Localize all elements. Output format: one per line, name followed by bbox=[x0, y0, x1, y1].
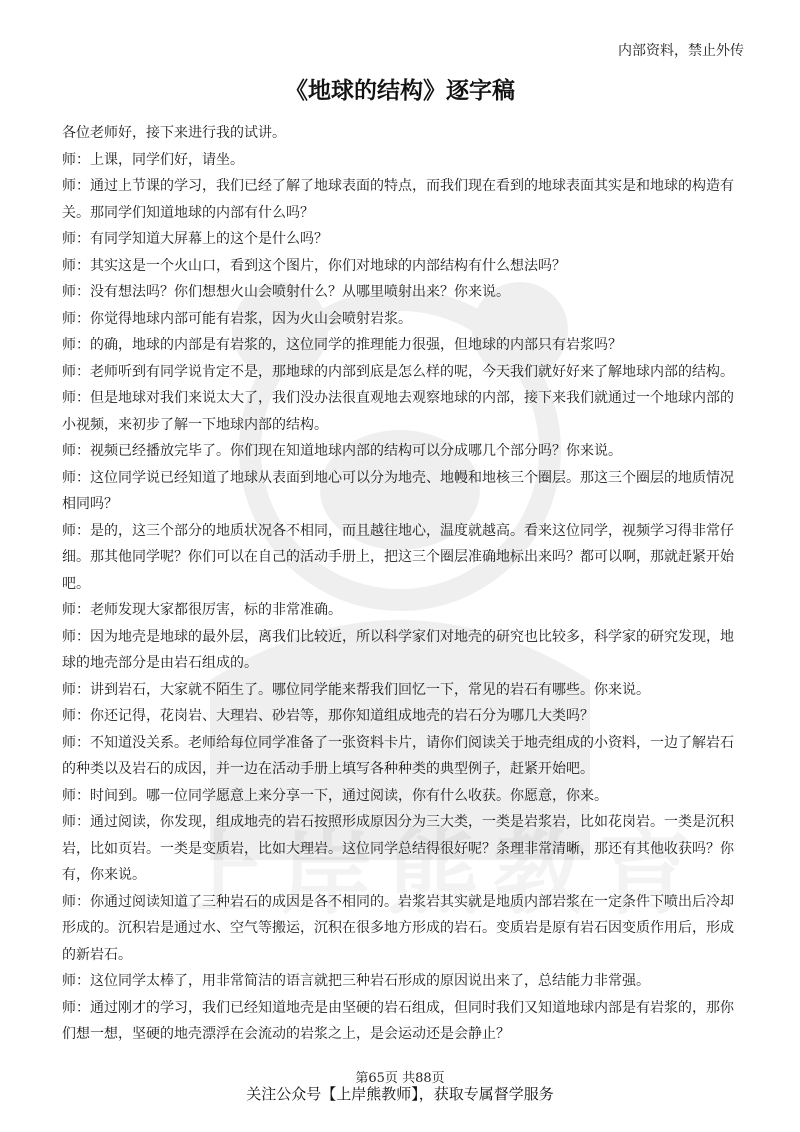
paragraph: 师：老师发现大家都很厉害，标的非常准确。 bbox=[62, 602, 342, 618]
paragraph: 师：不知道没关系。老师给每位同学准备了一张资料卡片，请你们阅读关于地壳组成的小资料，一边了解岩石的种类以及岩石的成因，并一边在活动手册上填写各种种类的典型例子，赶紧开始吧。 bbox=[62, 734, 734, 777]
paragraph: 师：老师听到有同学说肯定不是，那地球的内部到底是怎么样的呢，今天我们就好好来了解地球内部的结构。 bbox=[62, 363, 734, 380]
paragraph: 师：上课，同学们好，请坐。 bbox=[62, 151, 244, 168]
paragraph: 师：讲到岩石，大家就不陌生了。哪位同学能来帮我们回忆一下，常见的岩石有哪些。你来说。 bbox=[62, 681, 650, 698]
paragraph: 师：你觉得地球内部可能有岩浆，因为火山会喷射岩浆。 bbox=[62, 310, 412, 327]
paragraph: 师：这位同学说已经知道了地球从表面到地心可以分为地壳、地幔和地核三个圈层。那这三个圈层的地质情况相同吗？ bbox=[62, 469, 734, 512]
paragraph: 师：没有想法吗？你们想想火山会喷射什么？从哪里喷射出来？你来说。 bbox=[62, 284, 510, 300]
paragraph: 师：的确，地球的内部是有岩浆的，这位同学的推理能力很强，但地球的内部只有岩浆吗？ bbox=[62, 337, 622, 353]
paragraph: 师：通过阅读，你发现，组成地壳的岩石按照形成原因分为三大类，一类是岩浆岩，比如花岗岩。一类是沉积岩，比如页岩。一类是变质岩，比如大理岩。这位同学总结得很好呢？条理非常清晰，那还有其他收获吗？你有，你来说。 bbox=[62, 814, 734, 883]
confidential-note: 内部资料，禁止外传 bbox=[618, 43, 744, 59]
paragraph: 师：通过刚才的学习，我们已经知道地壳是由坚硬的岩石组成，但同时我们又知道地球内部是有岩浆的，那你们想一想，坚硬的地壳漂浮在会流动的岩浆之上，是会运动还是会静止？ bbox=[62, 999, 734, 1042]
document-title: 《地球的结构》逐字稿 bbox=[285, 78, 515, 104]
paragraph: 师：你通过阅读知道了三种岩石的成因是各不相同的。岩浆岩其实就是地质内部岩浆在一定条件下喷出后冷却形成的。沉积岩是通过水、空气等搬运，沉积在很多地方形成的岩石。变质岩是原有岩石因变质作用后，形成的新岩石。 bbox=[62, 893, 734, 963]
paragraph: 师：其实这是一个火山口，看到这个图片，你们对地球的内部结构有什么想法吗？ bbox=[62, 257, 566, 274]
paragraph: 师：通过上节课的学习，我们已经了解了地球表面的特点，而我们现在看到的地球表面其实是和地球的构造有关。那同学们知道地球的内部有什么吗？ bbox=[62, 178, 734, 221]
paragraph: 师：这位同学太棒了，用非常简洁的语言就把三种岩石形成的原因说出来了，总结能力非常强。 bbox=[62, 973, 650, 989]
footer-promo: 关注公众号【上岸熊教师】，获取专属督学服务 bbox=[246, 1085, 554, 1103]
paragraph: 各位老师好，接下来进行我的试讲。 bbox=[62, 125, 286, 141]
paragraph: 师：因为地壳是地球的最外层，离我们比较近，所以科学家们对地壳的研究也比较多，科学家的研究发现，地球的地壳部分是由岩石组成的。 bbox=[62, 628, 734, 671]
transcript-body bbox=[62, 120, 746, 1048]
paragraph: 师：但是地球对我们来说太大了，我们没办法很直观地去观察地球的内部，接下来我们就通过一个地球内部的小视频，来初步了解一下地球内部的结构。 bbox=[62, 390, 734, 433]
paragraph: 师：时间到。哪一位同学愿意上来分享一下，通过阅读，你有什么收获。你愿意，你来。 bbox=[62, 787, 608, 804]
paragraph: 师：你还记得，花岗岩、大理岩、砂岩等，那你知道组成地壳的岩石分为哪几大类吗？ bbox=[62, 708, 594, 724]
paragraph: 师：视频已经播放完毕了。你们现在知道地球内部的结构可以分成哪几个部分吗？你来说。 bbox=[62, 443, 622, 459]
page-number: 第65页 共88页 bbox=[355, 1071, 445, 1086]
paragraph: 师：是的，这三个部分的地质状况各不相同，而且越往地心，温度就越高。看来这位同学，视频学习得非常仔细。那其他同学呢？你们可以在自己的活动手册上，把这三个圈层准确地标出来吗？都可以啊，那就赶紧开始吧。 bbox=[62, 522, 734, 592]
paragraph: 师：有同学知道大屏幕上的这个是什么吗？ bbox=[62, 231, 328, 247]
